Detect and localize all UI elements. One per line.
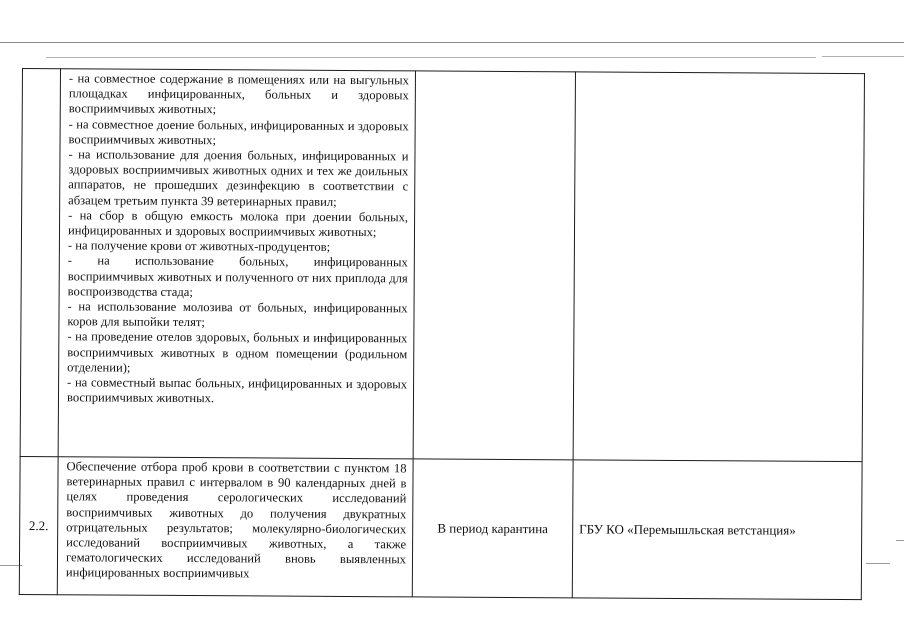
restriction-item: - на использование молозива от больных, инфицированных коров для выпойки телят;	[67, 299, 408, 330]
table-row	[20, 69, 864, 462]
margin-mark	[896, 540, 904, 541]
row-number-cell	[20, 69, 60, 457]
restriction-item: - на совместное содержание в помещениях или на выгульных площадках инфицированных, больных и здоровых восприимчивых животных;	[68, 71, 409, 117]
header-rule-line-right	[822, 56, 904, 57]
table-row	[19, 456, 862, 599]
row-number-cell: 2.2.	[19, 456, 58, 594]
footer-rule-right	[866, 563, 890, 564]
top-divider-line	[0, 42, 904, 43]
measure-text: Обеспечение отбора проб крови в соответствии с пунктом 18 ветеринарных правил с интервалом в 90 календарных дней в целях проведения серологических исследований восприимчивых животных до получения двукратных отрицательных результатов; молекулярно-биологических исследований восприимчивых животных, а также гематологических исследований вновь выявленных инфицированных восприимчивых	[65, 459, 407, 581]
term-cell	[413, 71, 575, 460]
restriction-item: - на получение крови от животных-продуцентов;	[67, 238, 331, 255]
responsible-cell: ГБУ КО «Перемышльская ветстанция»	[572, 460, 862, 600]
measure-description-text	[66, 459, 407, 589]
measure-description-cell	[57, 457, 413, 597]
restriction-item: - на проведение отелов здоровых, больных и инфицированных восприимчивых животных в одном помещении (родильном отделении);	[67, 329, 408, 375]
restriction-item: - на совместный выпас больных, инфицированных и здоровых восприимчивых животных.	[66, 375, 408, 406]
measure-description-cell	[58, 69, 415, 459]
measures-table	[19, 68, 865, 600]
restriction-item: - на сбор в общую емкость молока при доении больных, инфицированных и здоровых восприимчивых животных;	[67, 208, 409, 240]
responsible-cell	[573, 72, 864, 462]
term-cell: В период карантина	[412, 459, 573, 598]
header-rule-line	[46, 57, 816, 58]
restriction-item: - на совместное доение больных, инфицированных и здоровых восприимчивых животных;	[68, 116, 409, 147]
restriction-item: - на использование больных, инфицированных восприимчивых животных и полученного от них приплода для воспроизводства стада;	[67, 253, 408, 299]
restriction-item: - на использование для доения больных, инфицированных и здоровых восприимчивых животных одних и тех же доильных аппаратов, не прошедших дезинфекцию в соответствии с абзацем третьим пункта 39 ветеринарных правил;	[68, 147, 409, 209]
document-table-container	[19, 68, 864, 601]
